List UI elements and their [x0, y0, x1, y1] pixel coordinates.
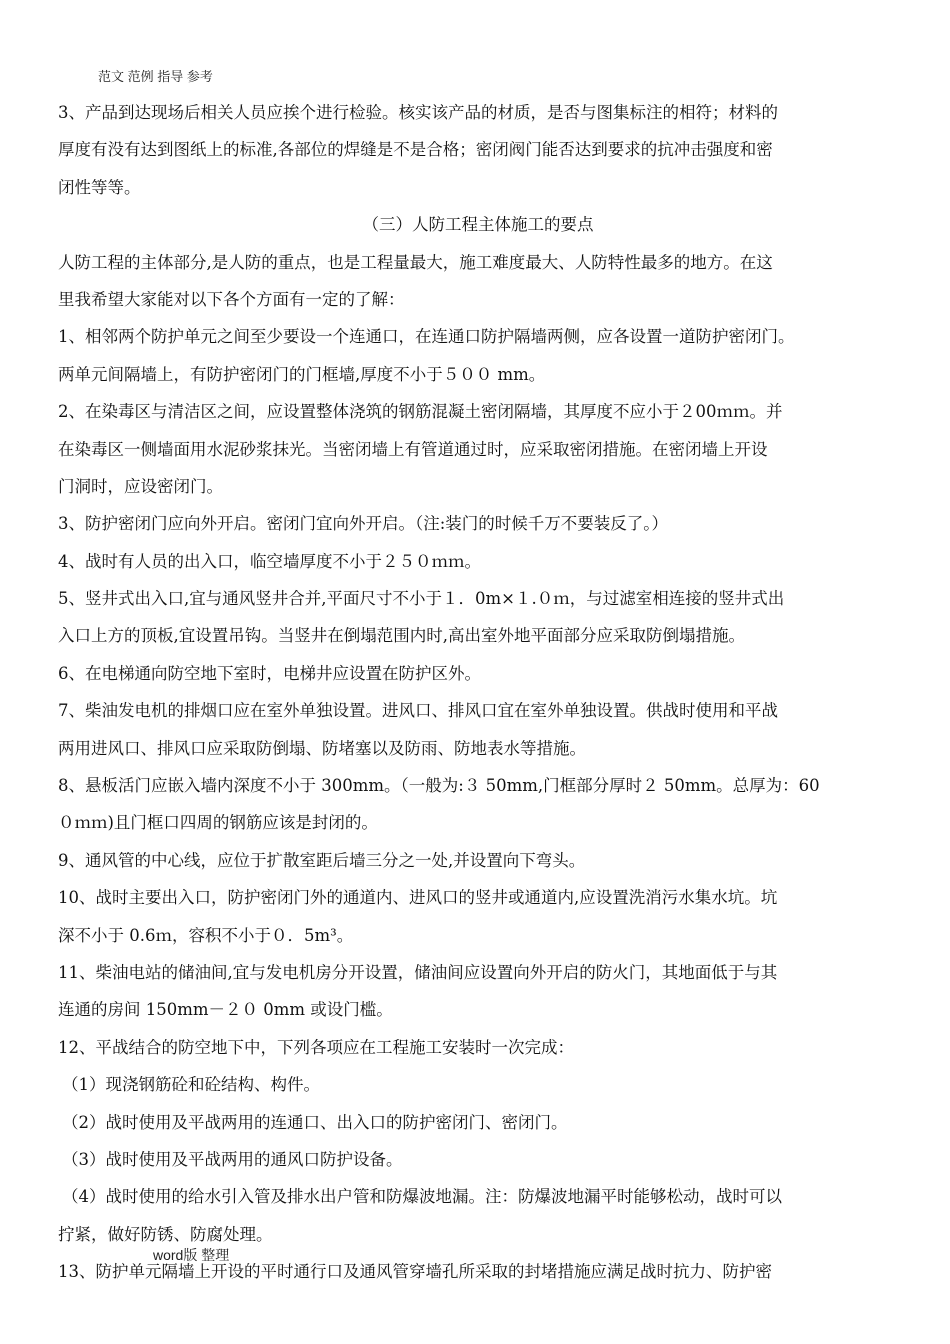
page-header: 范文 范例 指导 参考: [98, 69, 213, 84]
text-line: 9、通风管的中心线，应位于扩散室距后墙三分之一处,并设置向下弯头。: [58, 850, 586, 870]
text-line: 在染毒区一侧墙面用水泥砂浆抹光。当密闭墙上有管道通过时，应采取密闭措施。在密闭墙上开设: [58, 439, 768, 459]
text-line: 深不小于 0.6ｍ，容积不小于０．5m³。: [58, 925, 354, 945]
text-line: 1、相邻两个防护单元之间至少要设一个连通口，在连通口防护隔墙两侧，应各设置一道防护密闭门。: [58, 327, 795, 347]
text-line: 3、产品到达现场后相关人员应挨个进行检验。核实该产品的材质，是否与图集标注的相符；材料的: [58, 103, 778, 122]
text-line: 6、在电梯通向防空地下室时，电梯井应设置在防护区外。: [58, 663, 481, 683]
text-line: 厚度有没有达到图纸上的标准,各部位的焊缝是不是合格；密闭阀门能否达到要求的抗冲击强度和密: [58, 140, 773, 160]
text-line: 10、战时主要出入口，防护密闭门外的通道内、进风口的竖井或通道内,应设置洗消污水集水坑。坑: [58, 888, 778, 908]
text-line: 两用进风口、排风口应采取防倒塌、防堵塞以及防雨、防地表水等措施。: [58, 738, 586, 758]
text-line: 人防工程的主体部分,是人防的重点，也是工程量最大，施工难度最大、人防特性最多的地方。在这: [58, 252, 773, 272]
text-line: （3）战时使用及平战两用的通风口防护设备。: [62, 1149, 403, 1169]
text-line: 3、防护密闭门应向外开启。密闭门宜向外开启。（注:装门的时候千万不要装反了。）: [58, 514, 669, 534]
text-line: （1）现浇钢筋砼和砼结构、构件。: [62, 1075, 320, 1095]
text-line: 2、在染毒区与清洁区之间，应设置整体浇筑的钢筋混凝土密闭隔墙，其厚度不应小于２00ｍｍ。并: [58, 402, 783, 422]
text-line: 7、柴油发电机的排烟口应在室外单独设置。进风口、排风口宜在室外单独设置。供战时使用和平战: [58, 701, 778, 721]
text-line: 12、平战结合的防空地下中，下列各项应在工程施工安装时一次完成：: [58, 1037, 574, 1057]
section-heading: （三）人防工程主体施工的要点: [362, 215, 594, 235]
text-line: 13、防护单元隔墙上开设的平时通行口及通风管穿墙孔所采取的封堵措施应满足战时抗力、防护密: [58, 1262, 772, 1282]
text-line: 拧紧，做好防锈、防腐处理。: [58, 1224, 273, 1244]
text-line: ０ｍｍ)且门框口四周的钢筋应该是封闭的。: [58, 813, 378, 833]
text-line: 入口上方的顶板,宜设置吊钩。当竖井在倒塌范围内时,高出室外地平面部分应采取防倒塌措施。: [58, 626, 745, 646]
page-footer: word版 整理: [153, 1247, 230, 1263]
text-line: 门洞时，应设密闭门。: [58, 476, 223, 496]
text-line: （4）战时使用的给水引入管及排水出户管和防爆波地漏。注：防爆波地漏平时能够松动，战时可以: [62, 1187, 782, 1207]
text-line: 闭性等等。: [58, 177, 141, 197]
text-line: 8、悬板活门应嵌入墙内深度不小于 300mm。（一般为:３ 50mm,门框部分厚时２ 50mm。总厚为：60: [58, 776, 820, 796]
text-line: 两单元间隔墙上，有防护密闭门的门框墙,厚度不小于５００ mm。: [58, 364, 546, 384]
text-line: （2）战时使用及平战两用的连通口、出入口的防护密闭门、密闭门。: [62, 1112, 568, 1132]
text-line: 4、战时有人员的出入口，临空墙厚度不小于２５０ｍｍ。: [58, 551, 481, 571]
document-body: [58, 94, 898, 1291]
text-line: 11、柴油电站的储油间,宜与发电机房分开设置，储油间应设置向外开启的防火门，其地面低于与其: [58, 962, 778, 982]
text-line: 连通的房间 150mm－２０ 0mm 或设门槛。: [58, 1000, 393, 1020]
text-line: 里我希望大家能对以下各个方面有一定的了解：: [58, 289, 405, 309]
text-line: 5、竖井式出入口,宜与通风竖井合并,平面尺寸不小于１．0m×１.０ｍ，与过滤室相连接的竖井式出: [58, 589, 785, 609]
